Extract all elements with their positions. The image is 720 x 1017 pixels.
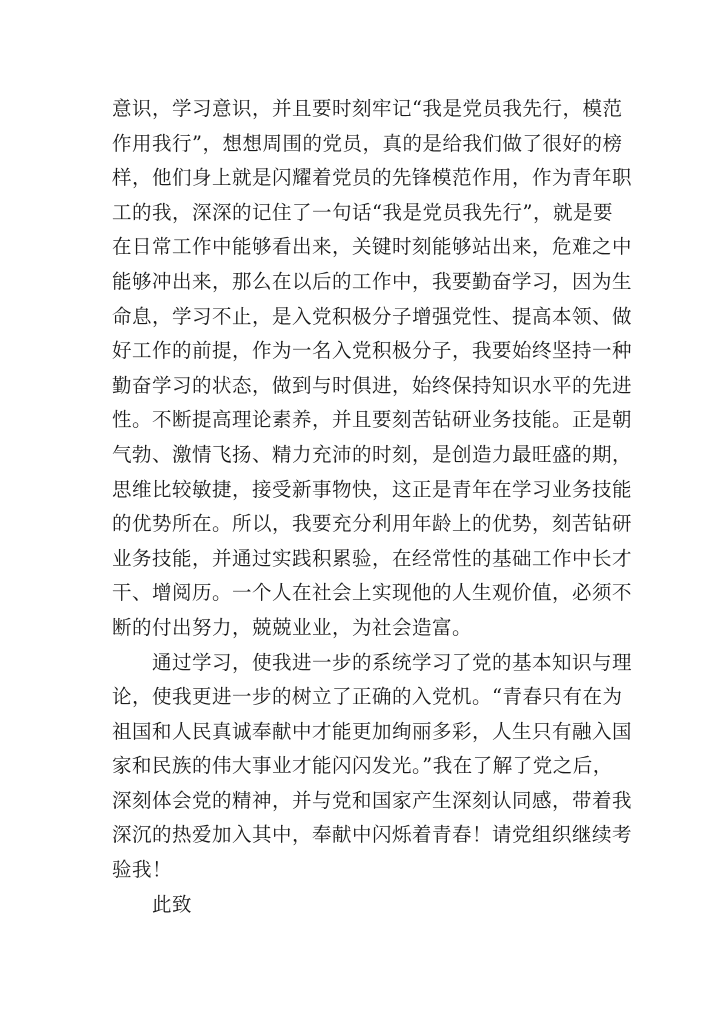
text-line: 业务技能，并通过实践积累验，在经常性的基础工作中长才: [112, 546, 633, 570]
text-line: 作用我行”，想想周围的党员，真的是给我们做了很好的榜: [112, 131, 623, 155]
closing-salutation: 此致: [152, 892, 193, 916]
paragraph-1: [112, 92, 633, 646]
text-line: 断的付出努力，兢兢业业，为社会造富。: [112, 615, 473, 639]
letter-body: [112, 92, 633, 922]
text-line: 性。不断提高理论素养，并且要刻苦钻研业务技能。正是朝: [112, 408, 633, 432]
text-line: 深沉的热爱加入其中，奉献中闪烁着青春！请党组织继续考: [112, 823, 633, 847]
text-line: 在日常工作中能够看出来，关键时刻能够站出来，危难之中: [112, 235, 633, 259]
text-line: 验我！: [112, 858, 173, 882]
text-line: 深刻体会党的精神，并与党和国家产生深刻认同感，带着我: [112, 788, 633, 812]
text-line: 好工作的前提，作为一名入党积极分子，我要始终坚持一种: [112, 339, 633, 363]
text-line: 的优势所在。所以，我要充分利用年龄上的优势，刻苦钻研: [112, 512, 633, 536]
text-line: 论，使我更进一步的树立了正确的入党机。“青春只有在为: [112, 685, 623, 709]
text-line: 家和民族的伟大事业才能闪闪发光。”我在了解了党之后，: [112, 754, 613, 778]
text-line: 命息，学习不止，是入党积极分子增强党性、提高本领、做: [112, 304, 633, 328]
paragraph-2: [112, 646, 633, 888]
text-line: 气勃、激情飞扬、精力充沛的时刻，是创造力最旺盛的期，: [112, 442, 633, 466]
text-line: 能够冲出来，那么在以后的工作中，我要勤奋学习，因为生: [112, 269, 633, 293]
text-line: 思维比较敏捷，接受新事物快，这正是青年在学习业务技能: [112, 477, 633, 501]
text-line: 勤奋学习的状态，做到与时俱进，始终保持知识水平的先进: [112, 373, 633, 397]
text-line: 样，他们身上就是闪耀着党员的先锋模范作用，作为青年职: [112, 166, 633, 190]
text-line: 通过学习，使我进一步的系统学习了党的基本知识与理: [152, 650, 633, 674]
text-line: 意识，学习意识，并且要时刻牢记“我是党员我先行，模范: [112, 97, 623, 120]
text-line: 工的我，深深的记住了一句话“我是党员我先行”，就是要: [112, 200, 613, 224]
text-line: 干、增阅历。一个人在社会上实现他的人生观价值，必须不: [112, 581, 633, 605]
text-line: 祖国和人民真诚奉献中才能更加绚丽多彩，人生只有融入国: [112, 719, 633, 743]
